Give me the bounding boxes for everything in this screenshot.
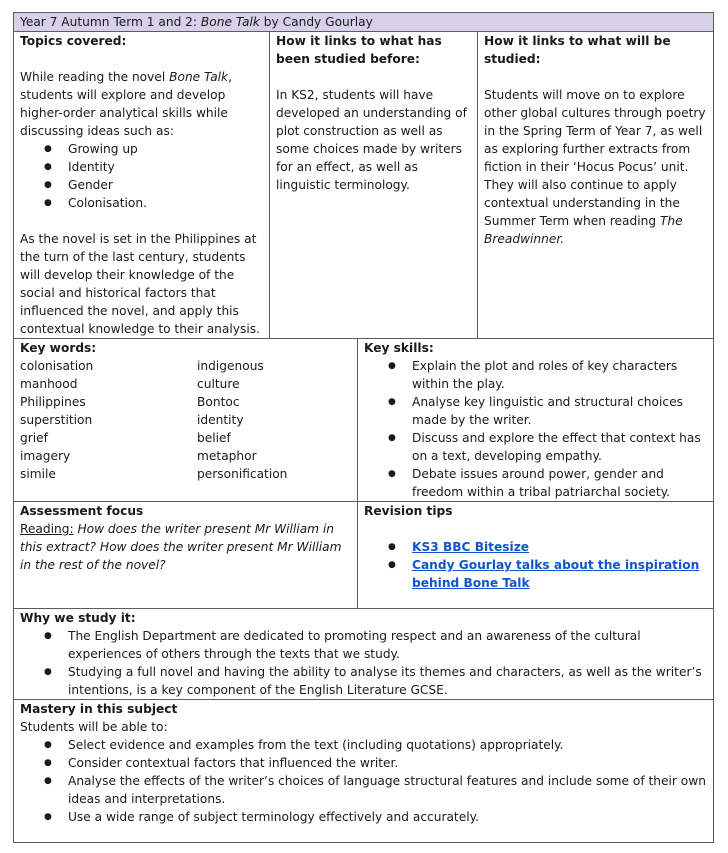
list-item	[364, 556, 707, 592]
skills-cell	[358, 339, 714, 502]
revision-cell	[358, 502, 714, 609]
overview-row	[14, 32, 714, 339]
keyword: colonisation	[20, 359, 94, 373]
keyword: belief	[197, 431, 231, 445]
list-item: ● Analyse the effects of the writer’s choices of language structural features and include some of their own ideas and interpretations.	[20, 772, 707, 808]
list-item: ● Colonisation.	[20, 194, 263, 212]
mastery-heading: Mastery in this subject	[20, 702, 178, 716]
list-item: ● Growing up	[20, 140, 263, 158]
assessment-cell	[14, 502, 358, 609]
list-item: ● Discuss and explore the effect that context has on a text, developing empathy.	[364, 429, 707, 465]
revision-heading: Revision tips	[364, 504, 453, 518]
curriculum-table	[13, 12, 714, 843]
keyword: manhood	[20, 377, 78, 391]
keywords-column-1	[20, 357, 197, 483]
mastery-row	[14, 700, 714, 843]
curriculum-document	[13, 12, 713, 843]
links-after-text: Students will move on to explore other global cultures through poetry in the Spring Term of Year 7, as well as exploring further extracts from fiction in their ‘Hocus Pocus’ unit. They will also continue to apply contextual understanding in the Summer Term when reading The Breadwinner.	[484, 88, 706, 246]
keywords-cell	[14, 339, 358, 502]
bbc-bitesize-link[interactable]: KS3 BBC Bitesize	[412, 540, 530, 554]
keyword: imagery	[20, 449, 71, 463]
list-item: ● Select evidence and examples from the text (including quotations) appropriately.	[20, 736, 707, 754]
keyword: grief	[20, 431, 48, 445]
list-item	[364, 538, 707, 556]
list-item: ● Explain the plot and roles of key characters within the play.	[364, 357, 707, 393]
keywords-column-2	[197, 357, 351, 483]
keyword: Philippines	[20, 395, 86, 409]
keyword: culture	[197, 377, 240, 391]
links-after-cell	[478, 32, 714, 339]
topics-cell	[14, 32, 270, 339]
skills-list	[364, 357, 707, 501]
topics-heading: Topics covered:	[20, 34, 127, 48]
list-item: ● Consider contextual factors that influenced the writer.	[20, 754, 707, 772]
keyword: personification	[197, 467, 288, 481]
topics-paragraph: As the novel is set in the Philippines at the turn of the last century, students will develop their knowledge of the social and historical factors that influenced the novel, and apply this contextual knowledge to their analysis.	[20, 232, 260, 336]
keywords-skills-row	[14, 339, 714, 502]
links-before-cell	[270, 32, 478, 339]
topics-intro: While reading the novel Bone Talk, students will explore and develop higher-order analytical skills while discussing ideas such as:	[20, 70, 232, 138]
why-cell	[14, 609, 714, 700]
list-item: ● Studying a full novel and having the ability to analyse its themes and characters, as well as the writer’s intentions, is a key component of the English Literature GCSE.	[20, 663, 707, 699]
mastery-cell	[14, 700, 714, 843]
mastery-list	[20, 736, 707, 826]
topics-list	[20, 140, 263, 212]
links-before-heading: How it links to what has been studied before:	[276, 34, 442, 66]
links-after-heading: How it links to what will be studied:	[484, 34, 671, 66]
keyword: metaphor	[197, 449, 257, 463]
why-row	[14, 609, 714, 700]
keywords-heading: Key words:	[20, 341, 97, 355]
why-heading: Why we study it:	[20, 611, 136, 625]
title-row	[14, 13, 714, 32]
links-before-text: In KS2, students will have developed an understanding of plot construction as well as some choices made by writers for an effect, as well as linguistic terminology.	[276, 88, 467, 192]
keyword: Bontoc	[197, 395, 240, 409]
author-inspiration-link[interactable]: Candy Gourlay talks about the inspiration behind Bone Talk	[412, 558, 700, 590]
assessment-question: Reading: How does the writer present Mr William in this extract? How does the writer present Mr William in the rest of the novel?	[20, 522, 342, 572]
keyword: indigenous	[197, 359, 264, 373]
list-item: ● Use a wide range of subject terminology effectively and accurately.	[20, 808, 707, 826]
list-item: ● Debate issues around power, gender and freedom within a tribal patriarchal society.	[364, 465, 707, 501]
list-item: ● The English Department are dedicated to promoting respect and an awareness of the cultural experiences of others through the texts that we study.	[20, 627, 707, 663]
document-title: Year 7 Autumn Term 1 and 2: Bone Talk by Candy Gourlay	[14, 13, 714, 32]
assessment-heading: Assessment focus	[20, 504, 144, 518]
keyword: identity	[197, 413, 244, 427]
list-item: ● Identity	[20, 158, 263, 176]
list-item: ● Gender	[20, 176, 263, 194]
skills-heading: Key skills:	[364, 341, 434, 355]
revision-links	[364, 538, 707, 592]
mastery-intro: Students will be able to:	[20, 720, 168, 734]
keywords-grid	[20, 357, 351, 483]
keyword: superstition	[20, 413, 93, 427]
why-list	[20, 627, 707, 699]
list-item: ● Analyse key linguistic and structural choices made by the writer.	[364, 393, 707, 429]
keyword: simile	[20, 467, 56, 481]
assessment-revision-row	[14, 502, 714, 609]
